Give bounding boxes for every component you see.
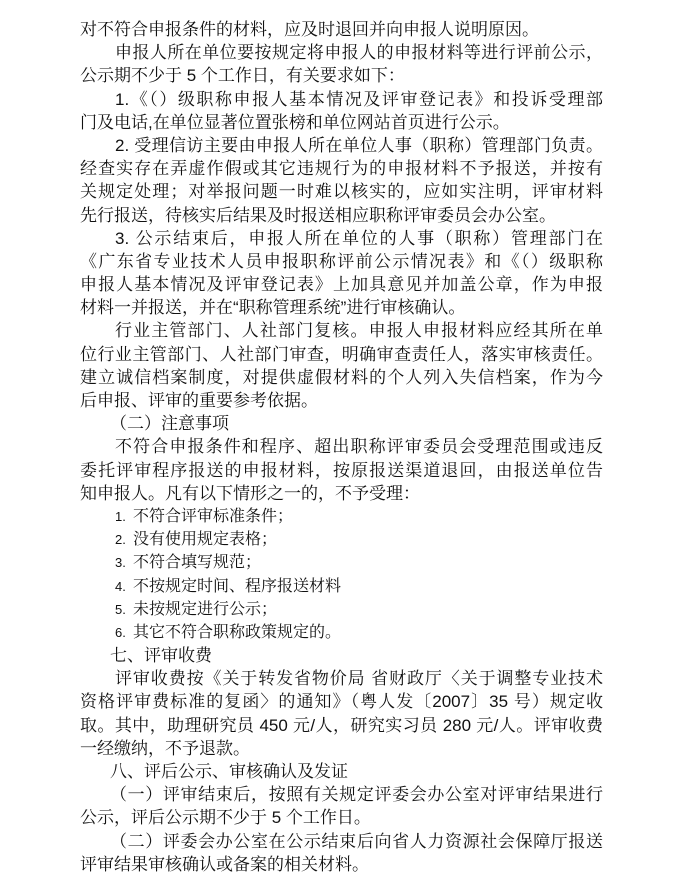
list-item (80, 621, 603, 644)
list-item (80, 528, 603, 551)
paragraph-requirement-3 (80, 227, 603, 320)
paragraph-line: 评审结果审核确认或备案的相关材料。 (80, 854, 369, 874)
document-body (80, 18, 603, 876)
paragraph-line: 公示，评后公示期不少于 5 个工作日。 (80, 808, 371, 828)
paragraph-line: 取。其中，助理研究员 450 元/人，研究实习员 280 元/人。评审收费 (80, 715, 603, 735)
paragraph-line: 《广东省专业技术人员申报职称评前公示情况表》和《（）级职称 (80, 251, 603, 271)
paragraph-line: 门及电话,在单位显著位置张榜和单位网站首页进行公示。 (80, 112, 510, 132)
list-item-text: 其它不符合职称政策规定的。 (133, 623, 342, 641)
paragraph-line: 3. 公示结束后，申报人所在单位的人事（职称）管理部门在 (115, 228, 603, 248)
paragraph-pre-review-publicity (80, 41, 603, 87)
list-item-number: 6. (115, 624, 126, 640)
paragraph-line: 位行业主管部门、人社部门审查，明确审查责任人，落实审核责任。 (80, 344, 603, 364)
paragraph-line: （一）评审结束后，按照有关规定评委会办公室对评审结果进行 (110, 785, 603, 805)
list-item-number: 3. (115, 555, 126, 571)
paragraph-line: 材料一并报送，并在“职称管理系统”进行审核确认。 (80, 298, 466, 318)
paragraph-line: 公示期不少于 5 个工作日，有关要求如下： (80, 66, 405, 86)
list-item-number: 4. (115, 578, 126, 594)
paragraph-line: 关规定处理；对举报问题一时难以核实的，应如实注明，评审材料 (80, 182, 603, 202)
paragraph-line: 申报人所在单位要按规定将申报人的申报材料等进行评前公示， (115, 43, 603, 63)
list-item-number: 5. (115, 601, 126, 617)
paragraph-line: 后申报、评审的重要参考依据。 (80, 391, 318, 410)
paragraph-line: 一经缴纳，不予退款。 (80, 738, 250, 758)
list-item-text: 不按规定时间、程序报送材料 (133, 577, 342, 595)
section-heading-post-review (80, 760, 603, 783)
paragraph-line: 不符合申报条件和程序、超出职称评审委员会受理范围或违反 (115, 437, 603, 457)
list-item-text: 没有使用规定表格； (133, 531, 278, 549)
paragraph-line: 资格评审费标准的复函〉的通知》（粤人发〔2007〕35 号）规定收 (80, 692, 603, 712)
paragraph-requirement-2 (80, 134, 603, 227)
section-heading-fees (80, 644, 603, 667)
paragraph-line: 2. 受理信访主要由申报人所在单位人事（职称）管理部门负责。 (115, 135, 603, 155)
list-item-text: 不符合评审标准条件； (133, 507, 294, 525)
paragraph-line: （二）评委会办公室在公示结束后向省人力资源社会保障厅报送 (110, 831, 603, 851)
paragraph-line: 1.《（）级职称申报人基本情况及评审登记表》和投诉受理部 (115, 89, 603, 109)
section-heading: 八、评后公示、审核确认及发证 (110, 762, 348, 781)
paragraph-return-materials (80, 18, 603, 41)
section-heading: 七、评审收费 (110, 646, 212, 666)
paragraph-line: 对不符合申报条件的材料，应及时退回并向申报人说明原因。 (80, 20, 539, 39)
list-item (80, 598, 603, 621)
list-item-text: 不符合填写规范； (133, 554, 262, 572)
paragraph-department-review (80, 319, 603, 412)
section-heading-notes (80, 412, 603, 435)
list-item (80, 575, 603, 598)
paragraph-fees (80, 667, 603, 760)
paragraph-line: 先行报送，待核实后结果及时报送相应职称评审委员会办公室。 (80, 205, 556, 225)
paragraph-line: 经查实存在弄虚作假或其它违规行为的申报材料不予报送，并按有 (80, 159, 603, 179)
paragraph-not-accepted (80, 435, 603, 505)
paragraph-line: 知申报人。凡有以下情形之一的，不予受理： (80, 483, 420, 503)
list-item (80, 551, 603, 574)
list-item (80, 505, 603, 528)
paragraph-post-review-1 (80, 783, 603, 829)
paragraph-line: 建立诚信档案制度，对提供虚假材料的个人列入失信档案，作为今 (80, 367, 603, 387)
exclusion-list (80, 505, 603, 644)
paragraph-line: 行业主管部门、人社部门复核。申报人申报材料应经其所在单 (115, 321, 603, 341)
paragraph-line: 评审收费按《关于转发省物价局 省财政厅〈关于调整专业技术 (115, 669, 603, 689)
paragraph-post-review-2 (80, 830, 603, 876)
paragraph-requirement-1 (80, 88, 603, 134)
list-item-number: 1. (115, 508, 126, 524)
paragraph-line: 申报人基本情况及评审登记表》上加具意见并加盖公章，作为申报 (80, 275, 603, 295)
paragraph-line: 委托评审程序报送的申报材料，按原报送渠道退回，由报送单位告 (80, 460, 603, 480)
list-item-number: 2. (115, 532, 126, 548)
section-heading: （二）注意事项 (110, 414, 229, 434)
list-item-text: 未按规定进行公示； (133, 600, 278, 618)
